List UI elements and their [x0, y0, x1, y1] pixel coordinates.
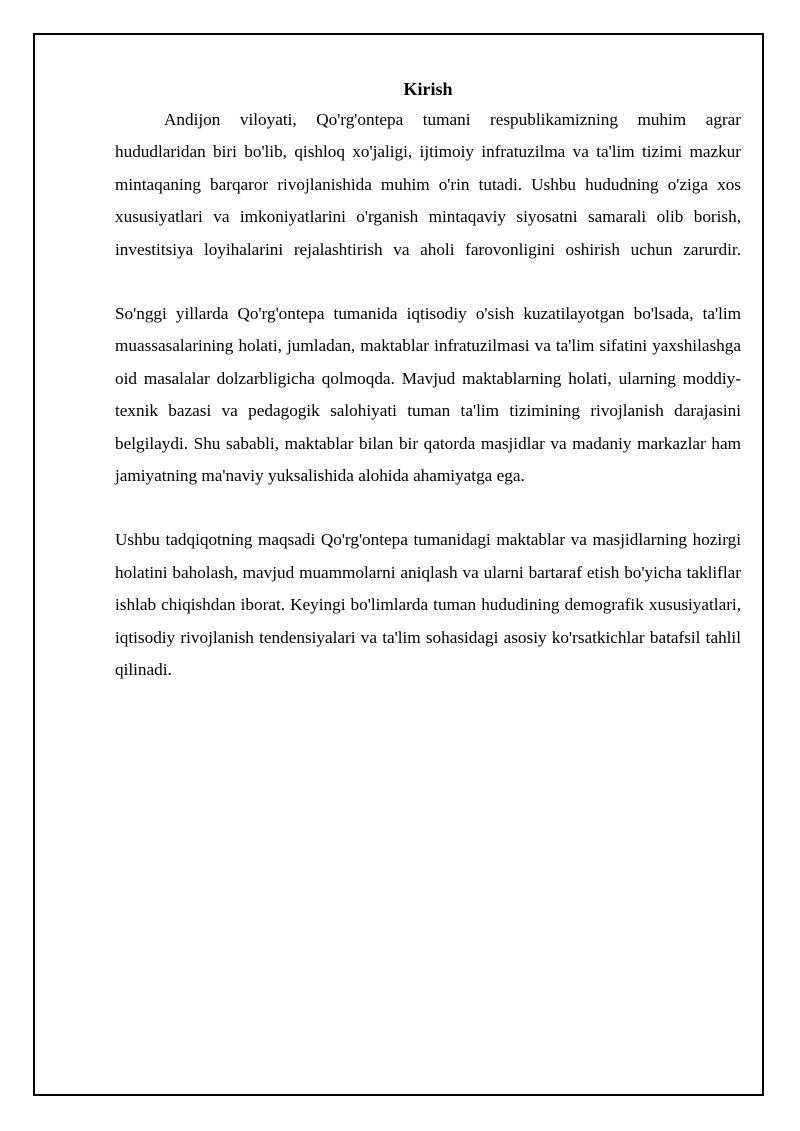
- document-title: Kirish: [403, 79, 453, 99]
- paragraph-spacer: [115, 492, 741, 524]
- document-body: [115, 74, 741, 687]
- paragraph-1: Andijon viloyati, Qo'rg'ontepa tumani respublikamizning muhim agrar hududlaridan biri bo'lib, qishloq xo'jaligi, ijtimoiy infratuzilma va ta'lim tizimi mazkur mintaqaning barqaror rivojlanishida muhim o'rin tutadi. Ushbu hududning o'ziga xos xususiyatlari va imkoniyatlarini o'rganish mintaqaviy siyosatni samarali olib borish, investitsiya loyihalarini rejalashtirish va aholi farovonligini oshirish uchun zarurdir.: [115, 110, 741, 259]
- paragraph-2: So'nggi yillarda Qo'rg'ontepa tumanida iqtisodiy o'sish kuzatilayotgan bo'lsada, ta'lim muassasalarining holati, jumladan, maktablar infratuzilmasi va ta'lim sifatini yaxshilashga oid masalalar dolzarbligicha qolmoqda. Mavjud maktablarning holati, ularning moddiy-texnik bazasi va pedagogik salohiyati tuman ta'lim tizimining rivojlanish darajasini belgilaydi. Shu sababli, maktablar bilan bir qatorda masjidlar va madaniy markazlar ham jamiyatning ma'naviy yuksalishida alohida ahamiyatga ega.: [115, 304, 741, 486]
- paragraph-3: Ushbu tadqiqotning maqsadi Qo'rg'ontepa tumanidagi maktablar va masjidlarning hozirgi holatini baholash, mavjud muammolarni aniqlash va ularni bartaraf etish bo'yicha takliflar ishlab chiqishdan iborat. Keyingi bo'limlarda tuman hududining demografik xususiyatlari, iqtisodiy rivojlanish tendensiyalari va ta'lim sohasidagi asosiy ko'rsatkichlar batafsil tahlil qilinadi.: [115, 530, 741, 680]
- paragraph-spacer: [115, 266, 741, 298]
